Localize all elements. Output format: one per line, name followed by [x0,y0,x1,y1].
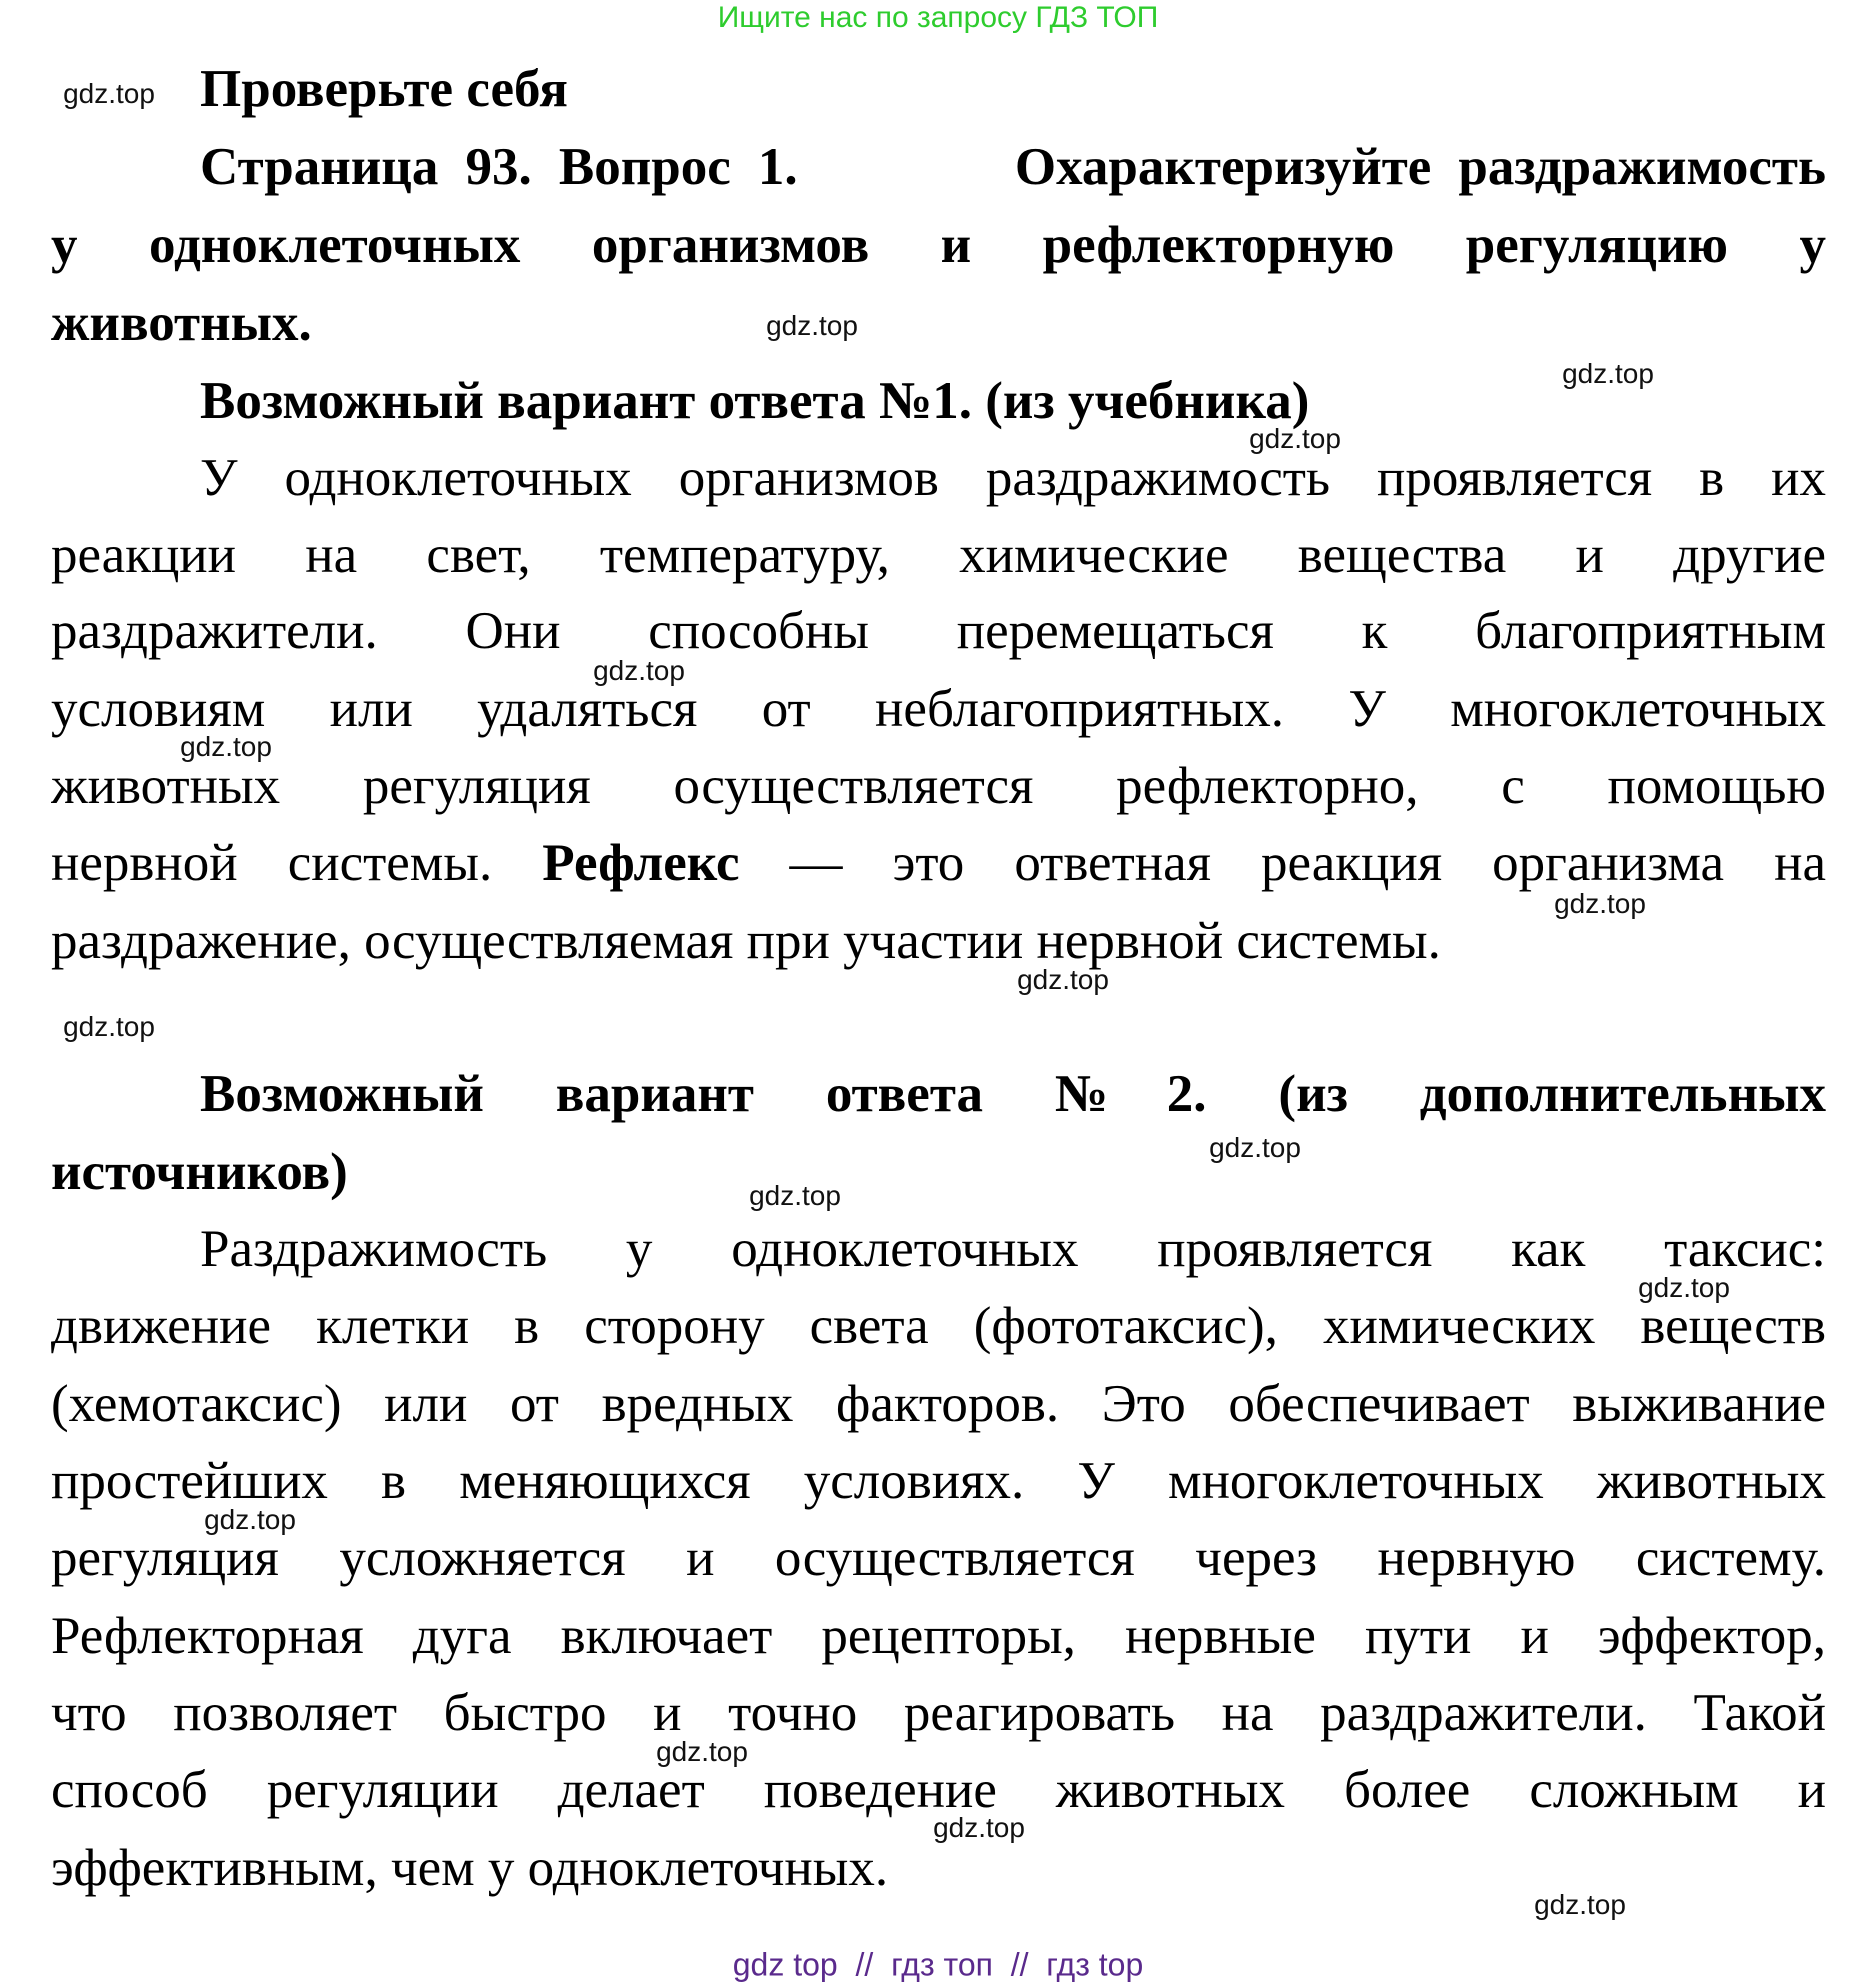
watermark: gdz.top [593,655,685,686]
answer1-line: раздражение, осуществляемая при участии нервной системы. [51,912,1441,970]
answer1-line: реакции на свет, температуру, химические вещества и другие [51,526,1826,584]
answer1-line: животных регуляция осуществляется рефлекторно, с помощью [51,757,1826,815]
watermark: gdz.top [1017,964,1109,995]
answer1-line: раздражители. Они способны перемещаться к благоприятным [51,602,1826,660]
watermark: gdz.top [656,1736,748,1767]
answer2-line: что позволяет быстро и точно реагировать на раздражители. Такой [51,1684,1826,1742]
watermark: gdz.top [1249,423,1341,454]
text-segment: — это ответная реакция организма на [739,834,1826,892]
answer1-line: У одноклеточных организмов раздражимость проявляется в их [200,449,1826,507]
answer2-heading: Возможный вариант ответа №2. (из дополнительных [200,1065,1826,1123]
watermark: gdz.top [1638,1272,1730,1303]
text-segment: нервной системы. [51,834,543,892]
term-reflex: Рефлекс [542,834,740,892]
answer2-line: (хемотаксис) или от вредных факторов. Это обеспечивает выживание [51,1375,1826,1433]
watermark: gdz.top [1562,358,1654,389]
watermark: gdz.top [63,78,155,109]
question-line: животных. [51,294,312,352]
watermark: gdz.top [933,1812,1025,1843]
watermark: gdz.top [766,310,858,341]
watermark: gdz.top [1209,1132,1301,1163]
watermark: gdz.top [180,731,272,762]
answer2-line: регуляция усложняется и осуществляется через нервную систему. [51,1529,1826,1587]
watermark: gdz.top [1554,888,1646,919]
answer2-line: движение клетки в сторону света (фототаксис), химических веществ [51,1297,1826,1355]
watermark: gdz.top [749,1180,841,1211]
answer1-heading: Возможный вариант ответа №1. (из учебника) [200,372,1310,430]
section-title: Проверьте себя [200,60,568,118]
question-line: Страница 93. Вопрос 1. Охарактеризуйте раздражимость [200,138,1826,196]
answer2-line: Рефлекторная дуга включает рецепторы, нервные пути и эффектор, [51,1607,1826,1665]
answer2-line: Раздражимость у одноклеточных проявляется как таксис: [200,1220,1826,1278]
watermark: gdz.top [204,1504,296,1535]
watermark: gdz.top [63,1011,155,1042]
footer-links: gdz top // гдз топ // гдз top [732,1946,1144,1983]
answer2-line: простейших в меняющихся условиях. У многоклеточных животных [51,1452,1826,1510]
answer1-line: условиям или удаляться от неблагоприятных. У многоклеточных [51,680,1826,738]
question-line: у одноклеточных организмов и рефлекторную регуляцию у [51,216,1826,274]
answer2-line: способ регуляции делает поведение животных более сложным и [51,1761,1826,1819]
answer2-line: эффективным, чем у одноклеточных. [51,1839,889,1897]
search-banner: Ищите нас по запросу ГДЗ ТОП [717,1,1159,34]
answer2-heading: источников) [51,1143,348,1201]
watermark: gdz.top [1534,1889,1626,1920]
